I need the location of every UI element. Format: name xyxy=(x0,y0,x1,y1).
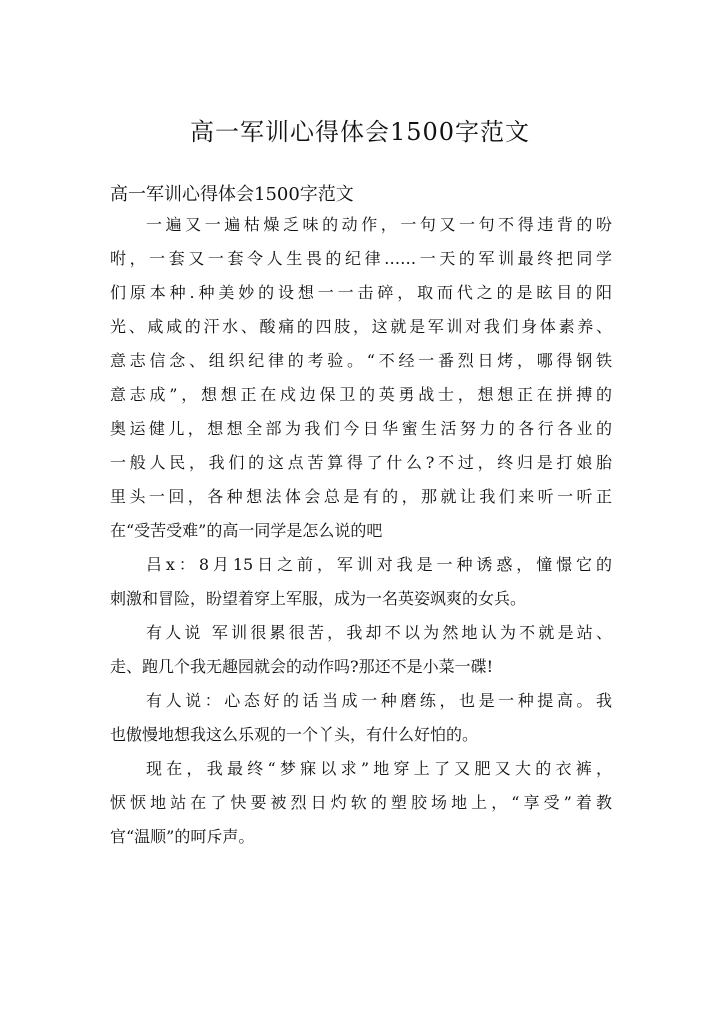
paragraph-line: 吕x：8月15日之前，军训对我是一种诱惑，憧憬它的 xyxy=(146,555,612,574)
paragraph-5 xyxy=(110,756,612,858)
paragraph-line: 在“受苦受难”的高一同学是怎么说的吧 xyxy=(110,521,383,540)
paragraph-line: 有人说 军训很累很苦，我却不以为然地认为不就是站、 xyxy=(146,623,612,642)
paragraph-line: 们原本种.种美妙的设想一一击碎，取而代之的是眩目的阳 xyxy=(110,283,612,302)
paragraph-line: 咐，一套又一套令人生畏的纪律……一天的军训最终把同学 xyxy=(110,249,612,268)
paragraph-line: 意志信念、组织纪律的考验。“不经一番烈日烤，哪得钢铁 xyxy=(110,351,612,370)
paragraph-4 xyxy=(110,688,612,756)
paragraph-line: 刺激和冒险，盼望着穿上军服，成为一名英姿飒爽的女兵。 xyxy=(110,589,527,608)
paragraph-line: 一遍又一遍枯燥乏味的动作，一句又一句不得违背的吩 xyxy=(146,215,612,234)
paragraph-line: 恹恹地站在了快要被烈日灼软的塑胶场地上，“享受”着教 xyxy=(110,793,612,812)
paragraph-3 xyxy=(110,620,612,688)
paragraph-line: 光、咸咸的汗水、酸痛的四肢，这就是军训对我们身体素养、 xyxy=(110,317,612,336)
paragraph-1 xyxy=(110,212,612,552)
document-subtitle: 高一军训心得体会1500字范文 xyxy=(110,184,354,205)
paragraph-line: 也傲慢地想我这么乐观的一个丫头，有什么好怕的。 xyxy=(110,725,479,744)
paragraph-line: 有人说：心态好的话当成一种磨练，也是一种提高。我 xyxy=(146,691,612,710)
paragraph-line: 意志成”，想想正在戍边保卫的英勇战士，想想正在拼搏的 xyxy=(110,385,612,404)
paragraph-line: 官“温顺”的呵斥声。 xyxy=(110,827,255,846)
paragraph-line: 走、跑几个我无趣园就会的动作吗?那还不是小菜一碟! xyxy=(110,657,494,676)
paragraph-line: 现在，我最终“梦寐以求”地穿上了又肥又大的衣裤， xyxy=(146,759,612,778)
paragraph-line: 奥运健儿，想想全部为我们今日华蜜生活努力的各行各业的 xyxy=(110,419,612,438)
paragraph-2 xyxy=(110,552,612,620)
document-title: 高一军训心得体会1500字范文 xyxy=(189,118,531,146)
paragraph-line: 里头一回，各种想法体会总是有的，那就让我们来听一听正 xyxy=(110,487,612,506)
document-body xyxy=(110,178,612,858)
paragraph-line: 一般人民，我们的这点苦算得了什么?不过，终归是打娘胎 xyxy=(110,453,612,472)
